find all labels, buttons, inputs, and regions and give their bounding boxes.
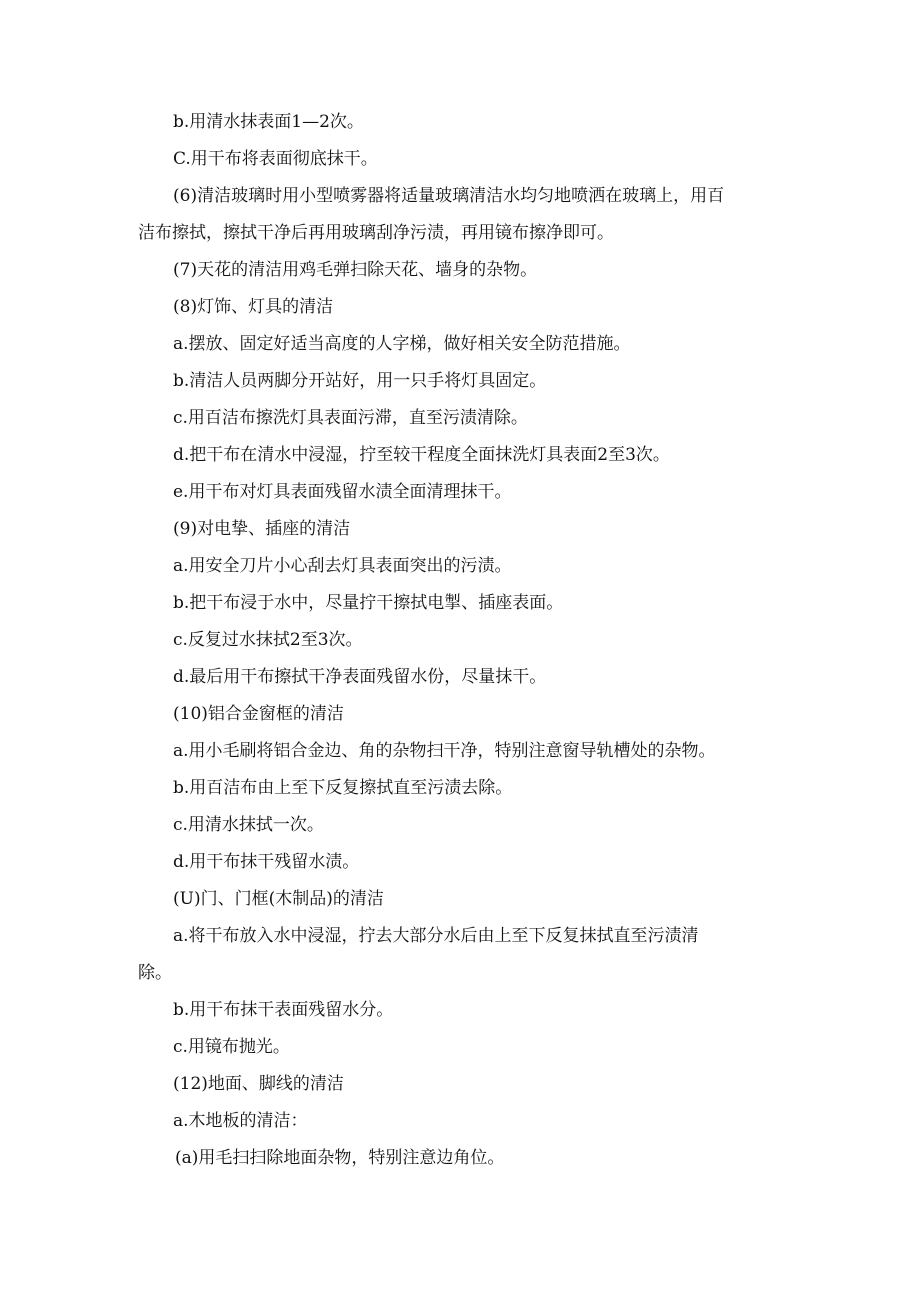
text-line: e.用干布对灯具表面残留水渍全面清理抹干。 bbox=[173, 482, 512, 502]
text-line: C.用干布将表面彻底抹干。 bbox=[173, 149, 378, 169]
text-line: 洁布擦拭，擦拭干净后再用玻璃刮净污渍，再用镜布擦净即可。 bbox=[138, 223, 614, 243]
text-line: b.用干布抹干表面残留水分。 bbox=[173, 1000, 394, 1020]
text-line: d.最后用干布擦拭干净表面残留水份，尽量抹干。 bbox=[173, 667, 547, 687]
text-line: c.反复过水抹拭2至3次。 bbox=[173, 630, 363, 650]
text-line: a.用安全刀片小心刮去灯具表面突出的污渍。 bbox=[173, 556, 512, 576]
text-line: (a)用毛扫扫除地面杂物，特别注意边角位。 bbox=[175, 1148, 505, 1168]
text-line: b.用百洁布由上至下反复擦拭直至污渍去除。 bbox=[173, 778, 513, 798]
text-line: a.摆放、固定好适当高度的人字梯，做好相关安全防范措施。 bbox=[173, 334, 631, 354]
section-heading: (9)对电挚、插座的清洁 bbox=[173, 519, 351, 539]
section-heading: (12)地面、脚线的清洁 bbox=[173, 1074, 344, 1094]
text-line: d.用干布抹干残留水渍。 bbox=[173, 852, 360, 872]
section-heading: (8)灯饰、灯具的清洁 bbox=[173, 297, 334, 317]
section-heading: (10)铝合金窗框的清洁 bbox=[173, 704, 344, 724]
text-line: (6)清洁玻璃时用小型喷雾器将适量玻璃清洁水均匀地喷洒在玻璃上，用百 bbox=[173, 186, 725, 206]
text-line: a.木地板的清洁： bbox=[173, 1111, 308, 1131]
text-line: c.用镜布抛光。 bbox=[173, 1037, 290, 1057]
text-line: b.用清水抹表面1—2次。 bbox=[173, 112, 364, 132]
text-line: (7)天花的清洁用鸡毛弹扫除天花、墙身的杂物。 bbox=[173, 260, 538, 280]
text-line: 除。 bbox=[138, 963, 172, 983]
text-line: c.用百洁布擦洗灯具表面污滞，直至污渍清除。 bbox=[173, 408, 528, 428]
text-line: b.把干布浸于水中，尽量拧干擦拭电掣、插座表面。 bbox=[173, 593, 564, 613]
section-heading: (U)门、门框(木制品)的清洁 bbox=[173, 889, 384, 909]
text-line: c.用清水抹拭一次。 bbox=[173, 815, 324, 835]
text-line: d.把干布在清水中浸湿，拧至较干程度全面抹洗灯具表面2至3次。 bbox=[173, 445, 670, 465]
text-line: a.用小毛刷将铝合金边、角的杂物扫干净，特别注意窗导轨槽处的杂物。 bbox=[173, 741, 716, 761]
text-line: a.将干布放入水中浸湿，拧去大部分水后由上至下反复抹拭直至污渍清 bbox=[173, 926, 699, 946]
document-body bbox=[138, 104, 783, 1177]
text-line: b.清洁人员两脚分开站好，用一只手将灯具固定。 bbox=[173, 371, 547, 391]
